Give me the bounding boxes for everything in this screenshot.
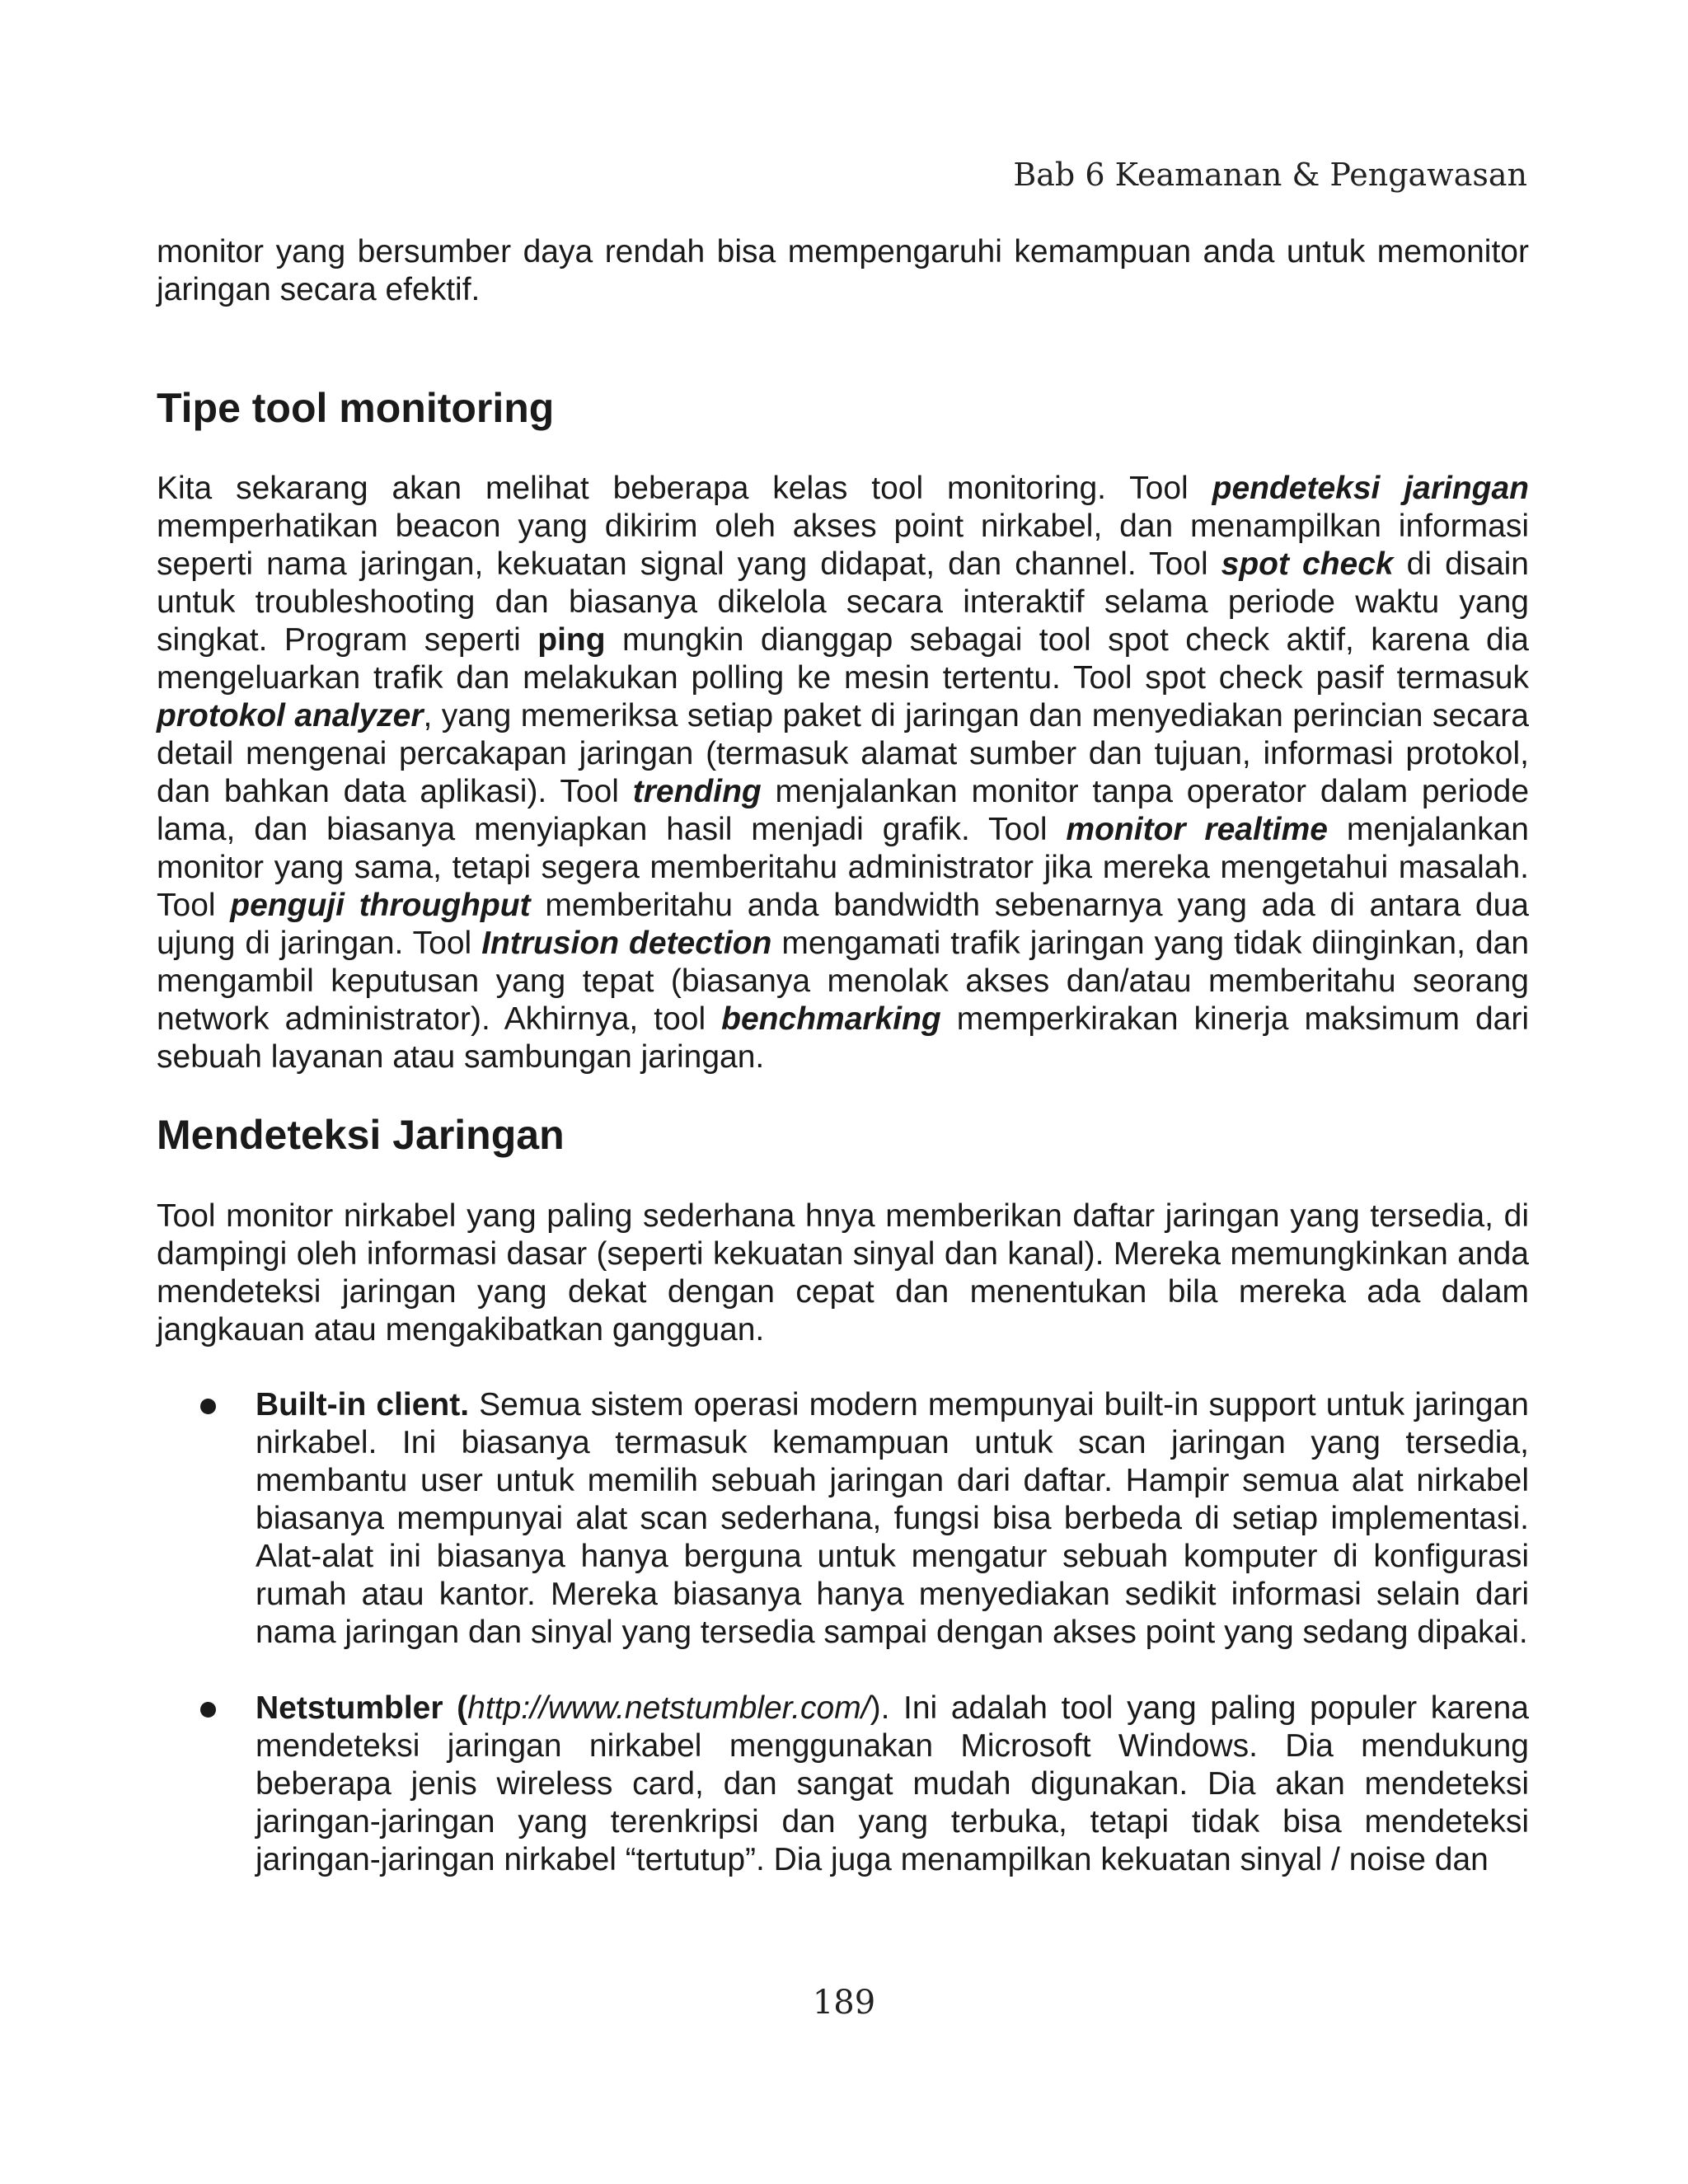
section-heading-mendeteksi: Mendeteksi Jaringan (157, 1112, 565, 1158)
bullet-text: ). Ini adalah tool yang paling populer karena mendeteksi jaringan nirkabel menggunakan Microsoft Windows. Dia mendukung beberapa jenis wireless card, dan sangat mudah digunakan. Dia akan mendeteksi jaringan-jaringan yang terenkripsi dan yang terbuka, tetapi tidak bisa mendeteksi jaringan-jaringan nirkabel “tertutup”. Dia juga menampilkan kekuatan sinyal / noise dan (256, 1690, 1529, 1877)
tool-classes-paragraph: Kita sekarang akan melihat beberapa kelas tool monitoring. Tool pendeteksi jaringan memperhatikan beacon yang dikirim oleh akses point nirkabel, dan menampilkan informasi seperti nama jaringan, kekuatan signal yang didapat, dan channel. Tool spot check di disain untuk troubleshooting dan biasanya dikelola secara interaktif selama periode waktu yang singkat. Program seperti ping mungkin dianggap sebagai tool spot check aktif, karena dia mengeluarkan trafik dan melakukan polling ke mesin tertentu. Tool spot check pasif termasuk protokol analyzer, yang memeriksa setiap paket di jaringan dan menyediakan perincian secara detail mengenai percakapan jaringan (termasuk alamat sumber dan tujuan, informasi protokol, dan bahkan data aplikasi). Tool trending menjalankan monitor tanpa operator dalam periode lama, dan biasanya menyiapkan hasil menjadi grafik. Tool monitor realtime menjalankan monitor yang sama, tetapi segera memberitahu administrator jika mereka mengetahui masalah. Tool penguji throughput memberitahu anda bandwidth sebenarnya yang ada di antara dua ujung di jaringan. Tool Intrusion detection mengamati trafik jaringan yang tidak diinginkan, dan mengambil keputusan yang tepat (biasanya menolak akses dan/atau memberitahu seorang network administrator). Akhirnya, tool benchmarking memperkirakan kinerja maksimum dari sebuah layanan atau sambungan jaringan. (157, 471, 1530, 1075)
tool-bullet-list (256, 1386, 1529, 1879)
list-item (256, 1386, 1529, 1652)
bullet-title: Netstumbler ( (256, 1690, 468, 1726)
term-intrusion-detection: Intrusion detection (481, 926, 772, 961)
list-item (256, 1690, 1529, 1879)
bullet-icon (200, 1399, 216, 1414)
page-number: 189 (812, 1984, 876, 2022)
term-monitor-realtime: monitor realtime (1066, 812, 1328, 847)
section-heading-tipe-tool: Tipe tool monitoring (157, 385, 555, 431)
bullet-text: Semua sistem operasi modern mempunyai built-in support untuk jaringan nirkabel. Ini biasanya termasuk kemampuan untuk scan jaringan yang tersedia, membantu user untuk memilih sebuah jaringan dari daftar. Hampir semua alat nirkabel biasanya mempunyai alat scan sederhana, fungsi bisa berbeda di setiap implementasi. Alat-alat ini biasanya hanya berguna untuk mengatur sebuah komputer di konfigurasi rumah atau kantor. Mereka biasanya hanya menyediakan sedikit informasi selain dari nama jaringan dan sinyal yang tersedia sampai dengan akses point yang sedang dipakai. (256, 1387, 1529, 1650)
term-penguji-throughput: penguji throughput (230, 888, 531, 923)
intro-text: monitor yang bersumber daya rendah bisa mempengaruhi kemampuan anda untuk memonitor jaringan secara efektif. (157, 234, 1529, 307)
bullet-icon (200, 1702, 216, 1718)
bullet-title: Built-in client. (256, 1387, 470, 1422)
section-tipe-tool-body (157, 470, 1529, 1076)
term-protokol-analyzer: protokol analyzer (157, 698, 424, 733)
running-head: Bab 6 Keamanan & Pengawasan (1013, 157, 1527, 193)
term-trending: trending (632, 774, 762, 809)
term-pendeteksi-jaringan: pendeteksi jaringan (1212, 471, 1529, 506)
netstumbler-url-link[interactable]: http://www.netstumbler.com/ (467, 1690, 870, 1726)
term-spot-check: spot check (1221, 546, 1394, 582)
term-ping: ping (537, 622, 606, 658)
term-benchmarking: benchmarking (721, 1001, 941, 1037)
section-mendeteksi-body (157, 1197, 1529, 1349)
intro-paragraph (157, 233, 1529, 309)
mendeteksi-paragraph: Tool monitor nirkabel yang paling sederhana hnya memberikan daftar jaringan yang tersedia, di dampingi oleh informasi dasar (seperti kekuatan sinyal dan kanal). Mereka memungkinkan anda mendeteksi jaringan yang dekat dengan cepat dan menentukan bila mereka ada dalam jangkauan atau mengakibatkan gangguan. (157, 1198, 1529, 1347)
